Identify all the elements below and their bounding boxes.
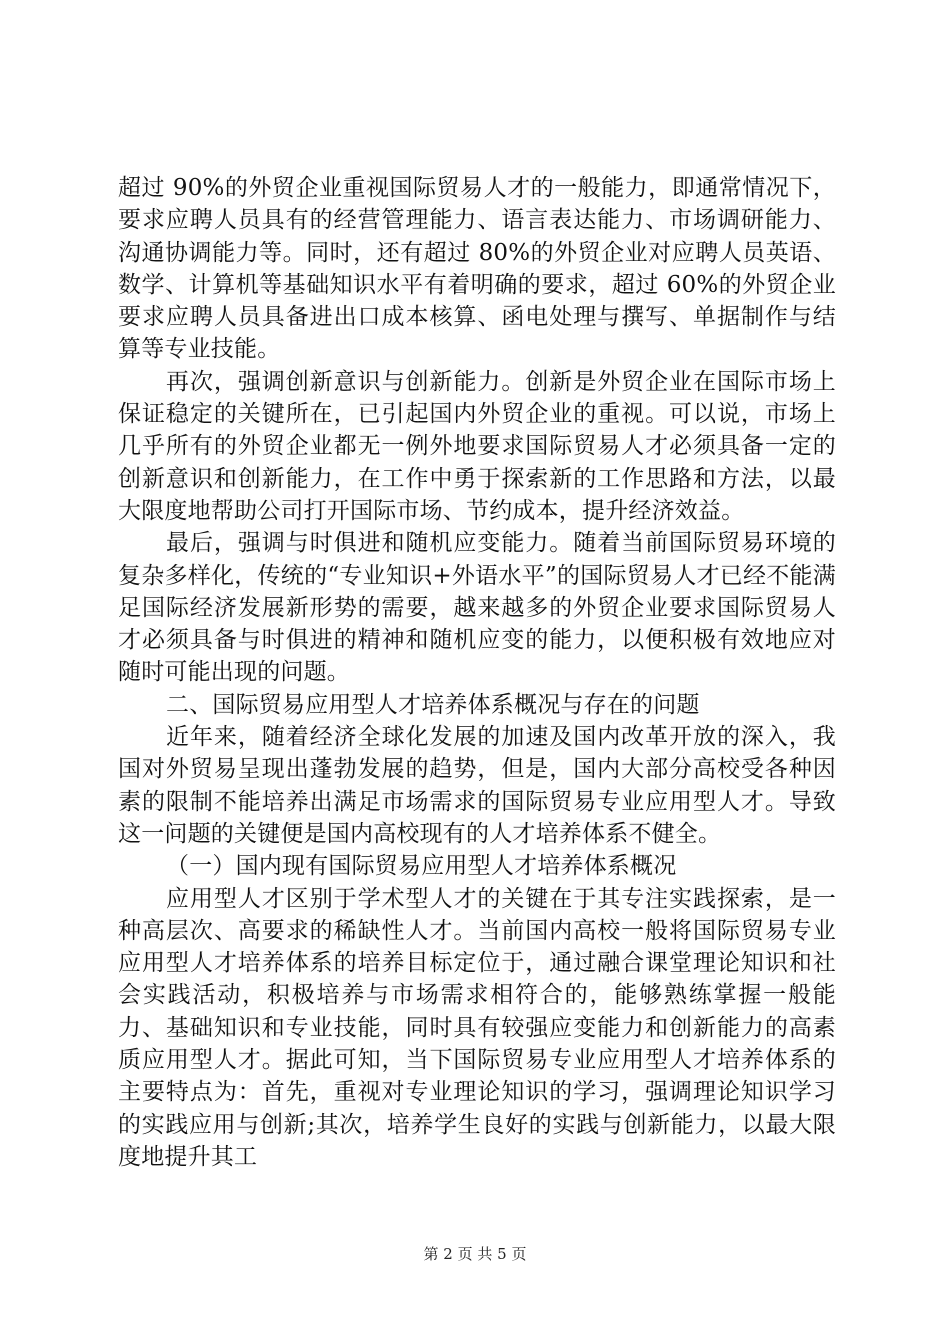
document-body xyxy=(118,172,836,1173)
page-footer: 第 2 页 共 5 页 xyxy=(423,1245,527,1263)
paragraph-adaptability: 最后，强调与时俱进和随机应变能力。随着当前国际贸易环境的复杂多样化，传统的“专业知识+外语水平”的国际贸易人才已经不能满足国际经济发展新形势的需要，越来越多的外贸企业要求国际贸易人才必须具备与时俱进的精神和随机应变的能力，以便积极有效地应对随时可能出现的问题。 xyxy=(118,530,836,686)
paragraph-applied-talent: 应用型人才区别于学术型人才的关键在于其专注实践探索，是一种高层次、高要求的稀缺性人才。当前国内高校一般将国际贸易专业应用型人才培养体系的培养目标定位于，通过融合课堂理论知识和社会实践活动，积极培养与市场需求相符合的，能够熟练掌握一般能力、基础知识和专业技能，同时具有较强应变能力和创新能力的高素质应用型人才。据此可知，当下国际贸易专业应用型人才培养体系的主要特点为：首先，重视对专业理论知识的学习，强调理论知识学习的实践应用与创新;其次，培养学生良好的实践与创新能力，以最大限度地提升其工 xyxy=(118,885,836,1170)
paragraph-continued: 超过 90%的外贸企业重视国际贸易人才的一般能力，即通常情况下，要求应聘人员具有的经营管理能力、语言表达能力、市场调研能力、沟通协调能力等。同时，还有超过 80%的外贸企业对应聘人员英语、数学、计算机等基础知识水平有着明确的要求，超过 60%的外贸企业要求应聘人员具备进出口成本核算、函电处理与撰写、单据制作与结算等专业技能。 xyxy=(118,175,836,363)
paragraph-innovation: 再次，强调创新意识与创新能力。创新是外贸企业在国际市场上保证稳定的关键所在，已引起国内外贸企业的重视。可以说，市场上几乎所有的外贸企业都无一例外地要求国际贸易人才必须具备一定的创新意识和创新能力，在工作中勇于探索新的工作思路和方法，以最大限度地帮助公司打开国际市场、节约成本，提升经济效益。 xyxy=(118,368,836,524)
paragraph-intro: 近年来，随着经济全球化发展的加速及国内改革开放的深入，我国对外贸易呈现出蓬勃发展的趋势，但是，国内大部分高校受各种因素的限制不能培养出满足市场需求的国际贸易专业应用型人才。导致这一问题的关键便是国内高校现有的人才培养体系不健全。 xyxy=(118,724,836,847)
section-heading-2: 二、国际贸易应用型人才培养体系概况与存在的问题 xyxy=(166,691,700,718)
subsection-heading-1: （一）国内现有国际贸易应用型人才培养体系概况 xyxy=(166,853,677,880)
